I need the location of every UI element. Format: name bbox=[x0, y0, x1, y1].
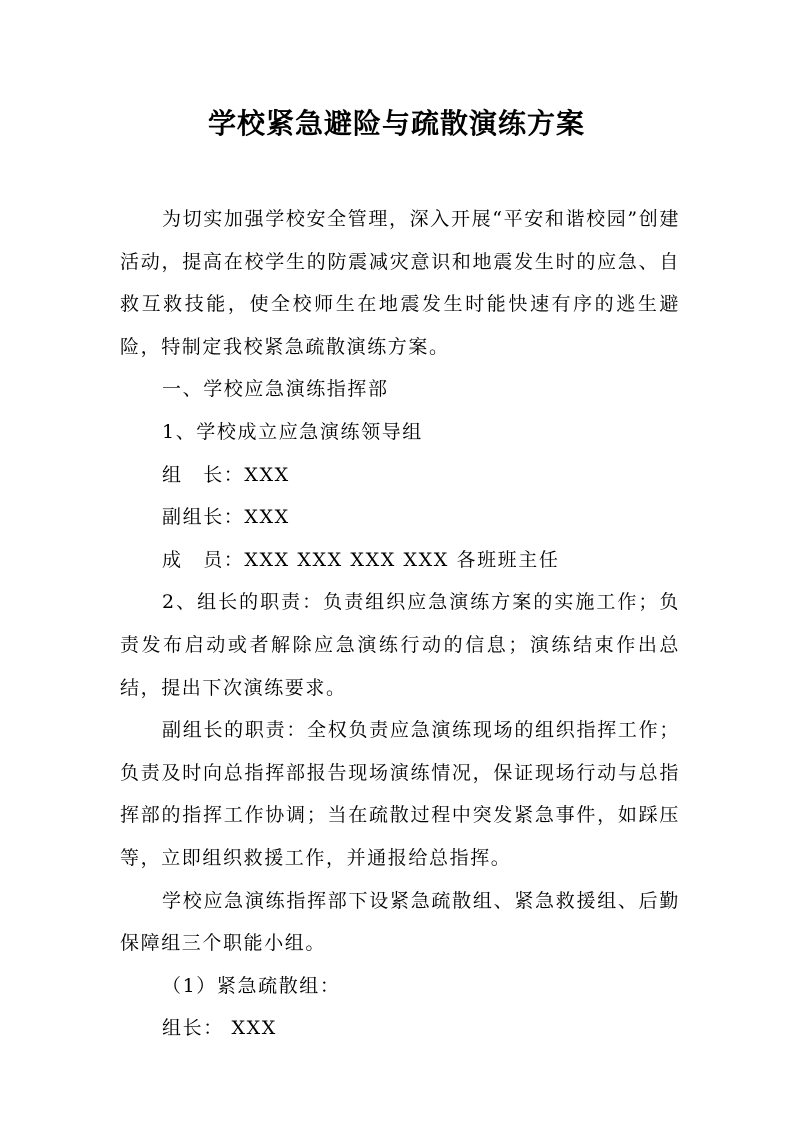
members-line: 成 员：XXX XXX XXX XXX 各班班主任 bbox=[162, 548, 560, 571]
leader-line: 组 长：XXX bbox=[162, 463, 290, 486]
evacuation-group-heading: （1）紧急疏散组： bbox=[162, 974, 341, 997]
document-body bbox=[120, 198, 680, 1050]
deputy-duties-paragraph: 副组长的职责：全权负责应急演练现场的组织指挥工作；负责及时向总指挥部报告现场演练情况，保证现场行动与总指挥部的指挥工作协调；当在疏散过程中突发紧急事件，如踩压等，立即组织救援工作，并通报给总指挥。 bbox=[120, 719, 680, 869]
intro-paragraph: 为切实加强学校安全管理，深入开展“平安和谐校园”创建活动，提高在校学生的防震减灾意识和地震发生时的应急、自救互救技能，使全校师生在地震发生时能快速有序的逃生避险，特制定我校紧急疏散演练方案。 bbox=[120, 208, 680, 358]
functional-groups-paragraph: 学校应急演练指挥部下设紧急疏散组、紧急救援组、后勤保障组三个职能小组。 bbox=[120, 889, 680, 955]
deputy-leader-line: 副组长：XXX bbox=[162, 506, 290, 529]
document-title: 学校紧急避险与疏散演练方案 bbox=[207, 107, 585, 140]
subsection-leadership-group: 1、学校成立应急演练领导组 bbox=[162, 420, 423, 443]
evacuation-group-leader-line: 组长： XXX bbox=[162, 1017, 277, 1040]
leader-duties-paragraph: 2、组长的职责：负责组织应急演练方案的实施工作；负责发布启动或者解除应急演练行动的信息；演练结束作出总结，提出下次演练要求。 bbox=[120, 591, 680, 699]
section-heading-command: 一、学校应急演练指挥部 bbox=[162, 378, 389, 401]
